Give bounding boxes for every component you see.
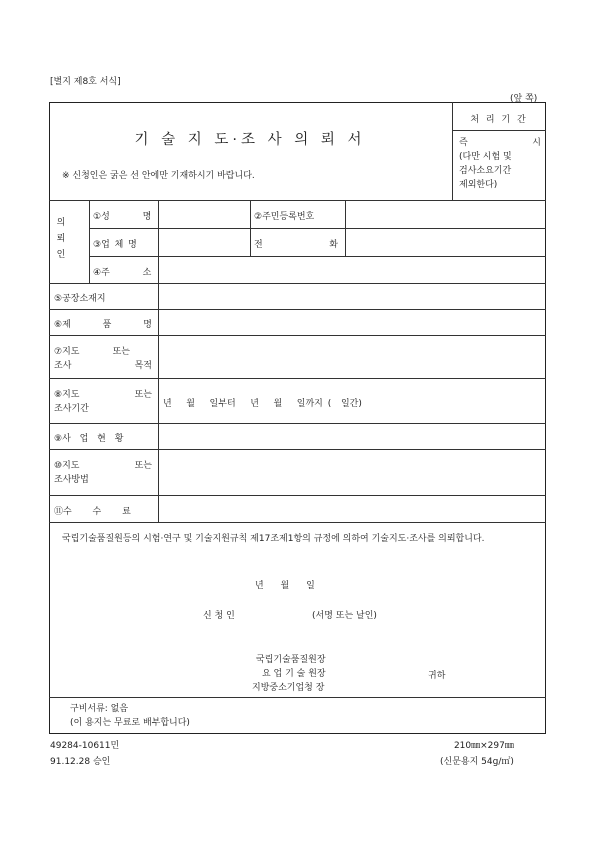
form-title: 기 술 지 도·조 사 의 뢰 서 [134, 132, 366, 148]
row-line [49, 522, 546, 523]
recipient-suffix: 귀하 [428, 671, 446, 681]
processing-period-value [459, 136, 541, 192]
row-line [49, 378, 546, 379]
company-input[interactable] [159, 229, 249, 255]
form-reference: [별지 제8호 서식] [50, 77, 121, 87]
period-value-template: 년 월 일부터 년 월 일까지 ( 일간) [163, 399, 362, 409]
purpose-label: ⑦지도 또는 조사 목적 [54, 347, 152, 371]
page-side-note: (앞 쪽) [510, 94, 538, 104]
processing-line1-left: 즉 [459, 138, 468, 148]
fee-input[interactable] [159, 496, 545, 521]
recipient-orgs: 국립기술품질원장 요 업 기 술 원장 지방중소기업청 장 [252, 655, 326, 693]
attachments: 구비서류: 없음 (이 용지는 무료로 배부합니다) [70, 704, 190, 728]
purpose-input[interactable] [159, 336, 545, 377]
name-label: ①성 명 [93, 212, 152, 222]
footer-right: 210㎜×297㎜ (신문용지 54g/㎡) [440, 741, 514, 767]
col-line [250, 200, 251, 256]
factory-location-label: ⑤공장소재지 [54, 294, 106, 304]
form-frame [49, 102, 546, 734]
processing-line1-right: 시 [532, 138, 541, 148]
business-status-input[interactable] [159, 424, 545, 448]
signature-note: (서명 또는 날인) [312, 611, 377, 621]
processing-line2: (다만 시험 및 [459, 152, 512, 162]
processing-line3: 검사소요기간 [459, 166, 512, 176]
method-label: ⑩지도 또는 조사방법 [54, 461, 152, 485]
period-label: ⑧지도 또는 조사기간 [54, 390, 152, 414]
rrn-input[interactable] [346, 201, 545, 227]
business-status-label: ⑨사 업 현 황 [54, 434, 124, 444]
requester-group-label: 의 뢰 인 [56, 218, 66, 260]
applicant-label: 신 청 인 [203, 611, 235, 621]
processing-line4: 제외한다) [459, 180, 498, 190]
rrn-label: ②주민등록번호 [254, 212, 315, 222]
phone-input[interactable] [346, 229, 545, 255]
address-label: ④주 소 [93, 268, 152, 278]
row-line [49, 697, 546, 698]
product-name-input[interactable] [159, 310, 545, 334]
processing-period-label: 처 리 기 간 [470, 115, 528, 125]
col-line [89, 200, 90, 283]
notice-text: ※ 신청인은 굵은 선 안에만 기재하시기 바랍니다. [62, 171, 255, 181]
product-name-label: ⑥제 품 명 [54, 320, 152, 330]
method-input[interactable] [159, 450, 545, 494]
address-input[interactable] [159, 257, 545, 282]
name-input[interactable] [159, 201, 249, 227]
processing-divider [452, 130, 546, 131]
factory-location-input[interactable] [159, 284, 545, 308]
declaration-date: 년 월 일 [255, 581, 315, 591]
fee-label: ⑪수 수 료 [54, 507, 131, 517]
company-label: ③업 체 명 [93, 240, 137, 250]
footer-left: 49284-10611민 91.12.28 승인 [50, 741, 120, 767]
phone-label: 전 화 [254, 240, 338, 250]
declaration-text: 국립기술품질원등의 시험·연구 및 기술지원규칙 제17조제1항의 규정에 의하여 기술지도·조사를 의뢰합니다. [62, 534, 485, 544]
